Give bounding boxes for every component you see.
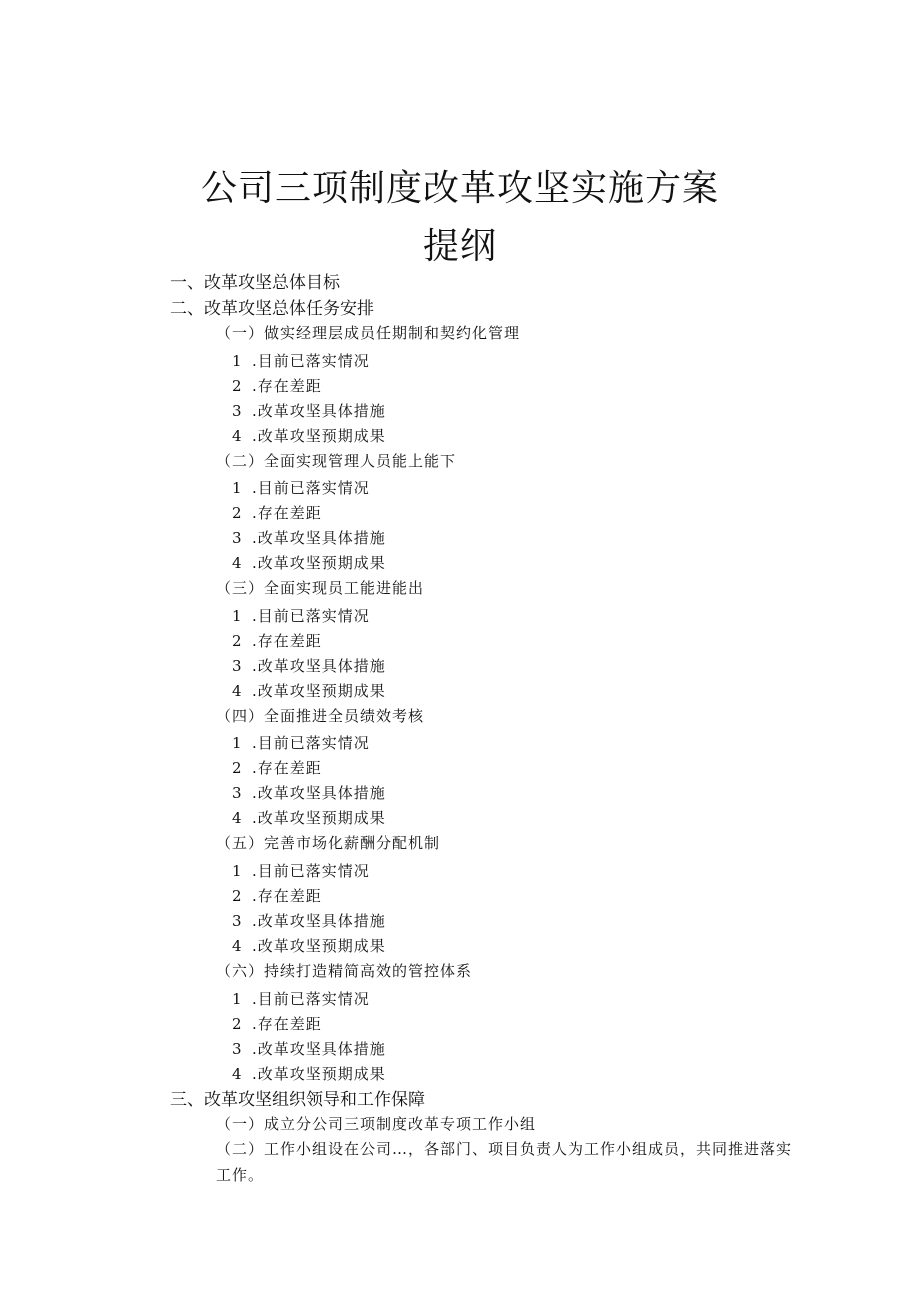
list-item-text: .存在差距	[252, 759, 322, 778]
list-item-text: .改革攻坚具体措施	[252, 401, 386, 420]
list-item	[232, 425, 386, 446]
list-item-number: 4	[232, 681, 243, 700]
section-heading: 三、改革攻坚组织领导和工作保障	[170, 1089, 425, 1110]
list-item-text: .改革攻坚具体措施	[252, 912, 386, 930]
list-item-number: 2	[232, 1014, 243, 1033]
list-item-number: 2	[232, 376, 243, 395]
list-item	[232, 552, 386, 573]
list-item	[232, 400, 386, 421]
list-item-text: .改革攻坚预期成果	[252, 554, 386, 573]
list-item-text: .改革攻坚具体措施	[252, 1039, 386, 1058]
list-item	[232, 1013, 322, 1034]
list-item-number: 1	[232, 734, 243, 753]
list-item-number: 1	[232, 479, 243, 498]
list-item-number: 3	[232, 784, 243, 803]
list-item-text: .改革攻坚预期成果	[252, 426, 386, 445]
list-item-number: 2	[232, 759, 243, 778]
list-item-number: 3	[232, 529, 243, 548]
list-item-number: 4	[232, 426, 243, 445]
list-item-number: 2	[232, 887, 243, 905]
list-item	[232, 375, 322, 396]
list-item	[232, 527, 386, 548]
list-item-text: .目前已落实情况	[252, 606, 370, 625]
document-subtitle: 提纲	[422, 226, 497, 267]
list-item-number: 2	[232, 504, 243, 523]
list-item-text: .存在差距	[252, 376, 322, 395]
list-item-text: .目前已落实情况	[252, 862, 370, 880]
list-item-text: .目前已落实情况	[252, 989, 370, 1008]
list-item	[232, 782, 386, 803]
list-item-text: .改革攻坚具体措施	[252, 656, 386, 675]
list-item-number: 4	[232, 809, 243, 828]
list-item	[232, 1038, 386, 1059]
list-item-text: .存在差距	[252, 504, 322, 523]
list-item-text: .改革攻坚预期成果	[252, 1064, 386, 1083]
list-item-number: 2	[232, 631, 243, 650]
subsection-heading: （四）全面推进全员绩效考核	[216, 706, 425, 725]
list-item	[232, 910, 386, 931]
list-item-number: 3	[232, 401, 243, 420]
body-paragraph: （二）工作小组设在公司…，各部门、项目负责人为工作小组成员，共同推进落实工作。	[216, 1139, 793, 1184]
list-item-text: .改革攻坚具体措施	[252, 784, 386, 803]
list-item-text: .存在差距	[252, 1014, 322, 1033]
list-item-number: 1	[232, 862, 243, 880]
list-item-text: .目前已落实情况	[252, 351, 370, 370]
list-item	[232, 807, 386, 828]
list-item-number: 4	[232, 937, 243, 955]
list-item	[232, 502, 322, 523]
list-item	[232, 732, 370, 753]
list-item-text: .改革攻坚预期成果	[252, 681, 386, 700]
list-item-number: 1	[232, 351, 243, 370]
list-item	[232, 655, 386, 676]
list-item	[232, 1063, 386, 1084]
list-item-number: 3	[232, 656, 243, 675]
list-item	[232, 757, 322, 778]
list-item-number: 3	[232, 912, 243, 930]
list-item-text: .改革攻坚预期成果	[252, 809, 386, 828]
subsection-heading: （六）持续打造精简高效的管控体系	[216, 962, 473, 980]
list-item	[232, 885, 322, 906]
subsection-heading: （三）全面实现员工能进能出	[216, 579, 425, 598]
list-item-text: .改革攻坚预期成果	[252, 937, 386, 955]
list-item-number: 4	[232, 554, 243, 573]
list-item	[232, 935, 386, 956]
list-item-number: 1	[232, 606, 243, 625]
list-item-number: 1	[232, 989, 243, 1008]
subsection-heading: （五）完善市场化薪酬分配机制	[216, 834, 441, 853]
list-item-number: 3	[232, 1039, 243, 1058]
subsection-heading: （一）成立分公司三项制度改革专项工作小组	[216, 1115, 537, 1134]
section-heading: 一、改革攻坚总体目标	[170, 273, 340, 293]
subsection-heading: （二）全面实现管理人员能上能下	[216, 451, 457, 470]
list-item-text: .改革攻坚具体措施	[252, 529, 386, 548]
list-item	[232, 477, 370, 498]
section-heading: 二、改革攻坚总体任务安排	[170, 298, 374, 319]
subsection-heading: （一）做实经理层成员任期制和契约化管理	[216, 324, 521, 342]
list-item-text: .存在差距	[252, 887, 322, 905]
list-item	[232, 350, 370, 371]
list-item	[232, 860, 370, 881]
document-title: 公司三项制度改革攻坚实施方案	[200, 168, 719, 209]
list-item-number: 4	[232, 1064, 243, 1083]
list-item-text: .存在差距	[252, 631, 322, 650]
list-item	[232, 605, 370, 626]
list-item	[232, 988, 370, 1009]
list-item-text: .目前已落实情况	[252, 734, 370, 753]
list-item-text: .目前已落实情况	[252, 479, 370, 498]
list-item	[232, 680, 386, 701]
list-item	[232, 630, 322, 651]
